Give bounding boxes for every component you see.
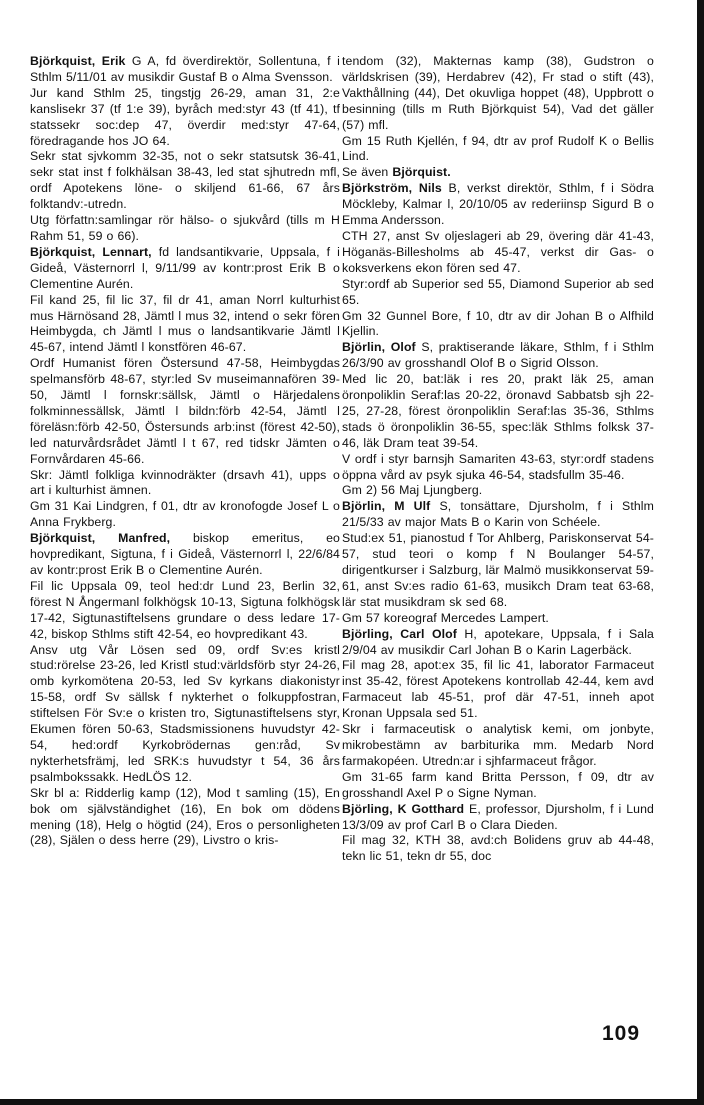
entry-paragraph bbox=[342, 277, 654, 309]
entry-text: Skr: Jämtl folkliga kvinnodräkter (drsavh 41), upps o art i kulturhist ämnen. bbox=[30, 467, 340, 498]
entry-text: Skr bl a: Ridderlig kamp (12), Mod t samling (15), En bok om självständighet (16), En bok om dödens mening (18), Helg o högtid (24), Eros o personligheten (28), Själen o dess herre (29), Livstro o kris- bbox=[30, 785, 340, 848]
entry-paragraph bbox=[30, 356, 340, 467]
entry-paragraph bbox=[30, 468, 340, 500]
entry-text: S, tonsättare, Djursholm, f i Sthlm 21/5/33 av major Mats B o Karin von Schéele. bbox=[342, 499, 654, 530]
entry-text: Gm 2) 56 Maj Ljungberg. bbox=[342, 483, 483, 498]
entry-name-heading: Björkquist, Lennart, bbox=[30, 244, 152, 259]
entry-name-heading: Björkström, Nils bbox=[342, 181, 442, 196]
entry-text: Utg författn:samlingar rör hälso- o sjukvård (tills m H Rahm 51, 59 o 66). bbox=[30, 213, 340, 243]
entry-text: Gm 57 koreograf Mercedes Lampert. bbox=[342, 610, 549, 625]
entry-paragraph bbox=[342, 372, 654, 452]
entry-paragraph bbox=[342, 134, 654, 166]
entry-text: Skr i farmaceutisk o analytisk kemi, om jonbyte, mikrobestämn av barbiturika mm. Medarb Nord farmakopéen. Utredn:ar i sjhfarmaceut frågor. bbox=[342, 722, 654, 768]
right-column bbox=[342, 54, 654, 865]
page-bottom-edge bbox=[0, 1099, 704, 1105]
biography-entry bbox=[342, 499, 654, 626]
entry-paragraph bbox=[30, 293, 340, 357]
see-also-prefix: Se även bbox=[342, 165, 393, 180]
entry-paragraph bbox=[342, 722, 654, 770]
entry-text: Styr:ordf ab Superior sed 55, Diamond Superior ab sed 65. bbox=[342, 276, 654, 307]
entry-paragraph bbox=[30, 786, 340, 850]
see-also-line bbox=[342, 165, 654, 181]
left-column bbox=[30, 54, 340, 849]
entry-paragraph bbox=[342, 483, 654, 499]
entry-text: Jur kand Sthlm 25, tingstjg 26-29, aman 31, 2:e kanslisekr 37 (tf 1:e 39), byråch med:styr 43 (tf 41), tf statssekr soc:dep 47, överdir med:styr 47-64, föredragande hos JO 64. bbox=[30, 85, 340, 148]
entry-text: H, apotekare, Uppsala, f i Sala 2/9/04 av musikdir Carl Johan B o Karin Lagerbäck. bbox=[342, 626, 654, 657]
entry-text: fd landsantikvarie, Uppsala, f i Gideå, Västernorrl l, 9/11/99 av kontr:prost Erik B o Clementine Aurén. bbox=[30, 244, 340, 291]
biography-entry bbox=[342, 54, 654, 181]
entry-text: Gm 31 Kai Lindgren, f 01, dtr av kronofogde Josef L o Anna Frykberg. bbox=[30, 499, 340, 530]
entry-text: tendom (32), Makternas kamp (38), Gudstron o världskrisen (39), Herdabrev (42), Fr stad o stift (43), Vakthållning (44), Det okuvliga hoppet (48), Uppbrott o besinning (tills m Ruth Björkquist 54), Vad det gäller (57) mfl. bbox=[342, 54, 654, 132]
entry-text: Gm 31-65 farm kand Britta Persson, f 09, dtr av grosshandl Axel P o Signe Nyman. bbox=[342, 769, 654, 800]
entry-paragraph bbox=[342, 658, 654, 722]
entry-paragraph bbox=[342, 770, 654, 802]
biography-entry bbox=[30, 54, 340, 245]
entry-text: Ordf Humanist fören Östersund 47-58, Heimbygdas spelmansförb 48-67, styr:led Sv museimannafören 39-50, Jämtl l fornskr:sällsk, Jämtl o Härjedalens folkminnessällsk, Jämtl l bildn:förb 42-54, Jämtl l föreläsn:förb 42-50, Östersunds arb:inst (förest 42-50), led naturvårdsrådet Jämtl l t 67, red tidskr Jämten o Fornvårdaren 45-66. bbox=[30, 356, 340, 466]
entry-text: Gm 32 Gunnel Bore, f 10, dtr av dir Johan B o Alfhild Kjellin. bbox=[342, 308, 654, 339]
entry-text: biskop emeritus, eo hovpredikant, Sigtuna, f i Gideå, Västernorrl l, 22/6/84 av kontr:prost Erik B o Clementine Aurén. bbox=[30, 531, 340, 577]
entry-first-paragraph bbox=[342, 181, 654, 229]
entry-paragraph bbox=[342, 309, 654, 341]
entry-text: Fil mag 32, KTH 38, avd:ch Bolidens gruv ab 44-48, tekn lic 51, tekn dr 55, doc bbox=[342, 833, 654, 864]
biography-entry bbox=[30, 531, 340, 849]
entry-text: B, verkst direktör, Sthlm, f i Södra Möckleby, Kalmar l, 20/10/05 av rederiinsp Sigurd B o Emma Andersson. bbox=[342, 181, 654, 228]
entry-paragraph bbox=[342, 611, 654, 627]
entry-text: CTH 27, anst Sv oljeslageri ab 29, övering där 41-43, Höganäs-Billesholms ab 45-47, verkst dir Gas- o koksverkens ekon fören sed 47. bbox=[342, 228, 654, 275]
entry-paragraph bbox=[342, 229, 654, 277]
entry-text: Fil mag 28, apot:ex 35, fil lic 41, laborator Farmaceut inst 35-42, förest Apotekens kontrollab 42-44, kem avd Farmaceut lab 45-51, prof där 47-51, inneh apot Kronan Uppsala sed 51. bbox=[342, 658, 654, 721]
entry-text: E, professor, Djursholm, f i Lund 13/3/09 av prof Carl B o Clara Dieden. bbox=[342, 801, 654, 832]
entry-paragraph bbox=[30, 643, 340, 786]
entry-paragraph bbox=[30, 86, 340, 150]
entry-first-paragraph bbox=[30, 54, 340, 86]
entry-name-heading: Björlin, M Ulf bbox=[342, 499, 431, 514]
biography-entry bbox=[342, 627, 654, 802]
entry-text: Stud:ex 51, pianostud f Tor Ahlberg, Pariskonservat 54-57, stud teori o komp f N Boulanger 54-57, dirigentkurser i Salzburg, lär Malmö musikkonservat 59-61, anst Sv:es radio 61-63, musikch Dram teat 63-68, lär stat musikdram sk sed 68. bbox=[342, 531, 654, 609]
entry-paragraph bbox=[30, 499, 340, 531]
entry-name-heading: Björling, K Gotthard bbox=[342, 801, 465, 816]
biography-entry bbox=[342, 340, 654, 499]
entry-first-paragraph bbox=[30, 245, 340, 293]
entry-text: Fil lic Uppsala 09, teol hed:dr Lund 23, Berlin 32, förest N Ångermanl folkhögsk 10-13, Sigtuna folkhögsk 17-42, Sigtunastiftelsens grundare o dess ledare 17-42, biskop Sthlms stift 42-54, eo hovpredikant 43. bbox=[30, 578, 340, 641]
entry-first-paragraph bbox=[342, 54, 654, 134]
entry-name-heading: Björkquist, Manfred, bbox=[30, 531, 171, 546]
page-edge-shadow bbox=[697, 0, 704, 1105]
entry-paragraph bbox=[30, 579, 340, 643]
entry-first-paragraph bbox=[342, 340, 654, 372]
entry-first-paragraph bbox=[30, 531, 340, 579]
entry-text: S, praktiserande läkare, Sthlm, f i Sthlm 26/3/90 av grosshandl Olof B o Sigrid Olsson. bbox=[342, 340, 654, 371]
entry-text: G A, fd överdirektör, Sollentuna, f i Sthlm 5/11/01 av musikdir Gustaf B o Alma Svensson. bbox=[30, 54, 340, 84]
biography-entry bbox=[342, 802, 654, 866]
see-also-reference: Björquist. bbox=[392, 165, 451, 180]
entry-paragraph bbox=[342, 531, 654, 611]
page-number: 109 bbox=[602, 1022, 641, 1045]
entry-first-paragraph bbox=[342, 499, 654, 531]
entry-first-paragraph bbox=[342, 802, 654, 834]
entry-text: Fil kand 25, fil lic 37, fil dr 41, aman Norrl kulturhist mus Härnösand 28, Jämtl l mus 32, intend o sekr fören Heimbygda, ch Jämtl l mus o landsantikvarie Jämtl l 45-67, intend Jämtl l konstfören 46-67. bbox=[30, 292, 340, 355]
entry-paragraph bbox=[342, 833, 654, 865]
entry-paragraph bbox=[342, 452, 654, 484]
entry-name-heading: Björlin, Olof bbox=[342, 340, 416, 355]
entry-first-paragraph bbox=[342, 627, 654, 659]
biography-entry bbox=[342, 181, 654, 340]
entry-paragraph bbox=[30, 149, 340, 213]
biography-entry bbox=[30, 245, 340, 531]
entry-paragraph bbox=[30, 213, 340, 245]
entry-text: Gm 15 Ruth Kjellén, f 94, dtr av prof Rudolf K o Bellis Lind. bbox=[342, 133, 654, 164]
entry-name-heading: Björkquist, Erik bbox=[30, 54, 126, 68]
entry-name-heading: Björling, Carl Olof bbox=[342, 626, 457, 641]
entry-text: Med lic 20, bat:läk i res 20, prakt läk 25, aman öronpoliklin Seraf:las 20-22, öronavd Sabbatsb sjh 22-25, 27-28, förest öronpoliklin Seraf:las 35-36, Sthlms stads ö öronpoliklin 36-55, spec:läk Sthlms folksk 37-46, läk Dram teat 39-54. bbox=[342, 372, 654, 450]
entry-text: Ansv utg Vår Lösen sed 09, ordf Sv:es kristl stud:rörelse 23-26, led Kristl stud:världsförb styr 24-26, omb kyrkomötena 20-53, led Sv kyrkans diakonistyr 15-58, ordf Sv sällsk f nykterhet o folkuppfostran, stiftelsen För Sv:e o kristen tro, Sigtunastiftelsens styr, Ekumen fören 50-63, Stadsmissionens huvudstyr 42-54, hed:ordf Kyrkobrödernas gen:råd, Sv nykterhetsfrämj, led SRK:s huvudstyr t 54, 36 års psalmbokssakk. HedLÖS 12. bbox=[30, 642, 340, 784]
entry-text: Sekr stat sjvkomm 32-35, not o sekr statsutsk 36-41, sekr stat inst f folkhälsan 38-43, led stat sjhutredn mfl, ordf Apotekens löne- o skiljend 61-66, 67 års folktandv:-utredn. bbox=[30, 149, 340, 212]
entry-text: V ordf i styr barnsjh Samariten 43-63, styr:ordf stadens öppna vård av psyk sjuka 46-54, stadsfullm 35-46. bbox=[342, 451, 654, 482]
